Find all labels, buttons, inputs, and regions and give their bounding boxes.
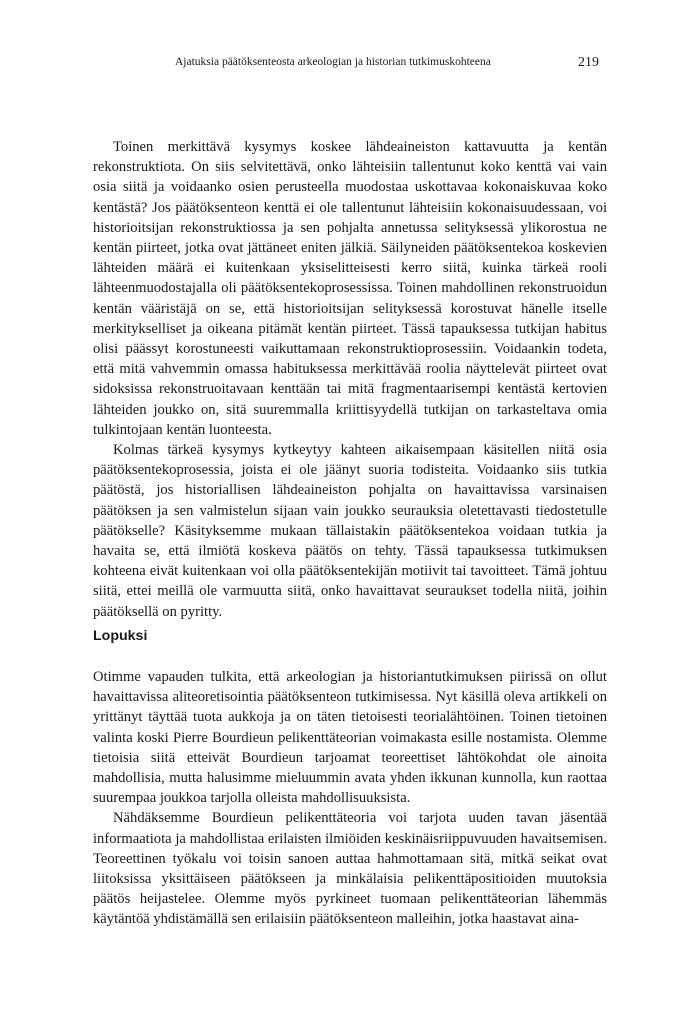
running-head-title: Ajatuksia päätöksenteosta arkeologian ja historian tutkimuskohteena: [175, 56, 491, 68]
body-section-top: [93, 137, 607, 622]
body-paragraph: Kolmas tärkeä kysymys kytkeytyy kahteen aikaisempaan käsitellen niitä osia päätöksentekoprosessia, joista ei ole jäänyt suoria todisteita. Voidaanko siis tutkia päätöstä, jos historiallisen lähdeaineiston pohjalta on havaittavissa varsinaisen päätöksen ja sen valmistelun sijaan vain joukko seurauksia oletettavasti tiedostetulle päätökselle? Käsityksemme mukaan tällaistakin päätöksentekoa voidaan tutkia ja havaita se, että ilmiötä koskeva päätös on tehty. Tässä tapauksessa tutkimuksen kohteena eivät kuitenkaan voi olla päätöksentekijän motiivit tai tavoitteet. Tämä johtuu siitä, ettei meillä ole varmuutta siitä, onko havaittavat seuraukset todella niitä, joihin päätöksellä on pyritty.: [93, 442, 607, 620]
body-section-bottom: [93, 667, 607, 930]
page-number: 219: [578, 55, 599, 70]
running-head: [0, 56, 700, 72]
body-paragraph: Toinen merkittävä kysymys koskee lähdeaineiston kattavuutta ja kentän rekonstruktiota. On siis selvitettävä, onko lähteisiin tallentunut koko kenttä vai vain osia siitä ja voidaanko osien perusteella muodostaa uskottavaa kokonaiskuvaa koko kentästä? Jos päätöksenteon kenttä ei ole tallentunut lähteisiin kokonaisuudessaan, voi historioitsijan rekonstruktiossa ja sen pohjalta annetussa selityksessä ylikorostua ne kentän piirteet, jotka ovat jättäneet eniten jälkiä. Säilyneiden päätöksentekoa koskevien lähteiden määrä ei kuitenkaan yksiselitteisesti kerro siitä, kuinka tärkeä rooli lähteenmuodostajalla oli päätöksentekoprosessissa. Toinen mahdollinen rekonstruoidun kentän vääristäjä on se, että historioitsijan selityksessä korostuvat hänelle itselle merkitykselliset ja oikeana pitämät kentän piirteet. Tässä tapauksessa tutkijan habitus olisi päässyt korostuneesti vaikuttamaan rekonstruktioprosessiin. Voidaankin todeta, että mitä vahvemmin omassa habituksessa merkittävää roolia näyttelevät piirteet ovat sidoksissa rekonstruoitavaan kenttään tai mitä fragmentaarisempi kentästä kertovien lähteiden joukko on, sitä suuremmalla kriittisyydellä tutkijan on tarkasteltava omia tulkintojaan kentän luonteesta.: [93, 139, 607, 438]
body-paragraph: Nähdäksemme Bourdieun pelikenttäteoria voi tarjota uuden tavan jäsentää informaatiota ja mahdollistaa erilaisten ilmiöiden keskinäisriippuvuuden havaitsemisen. Teoreettinen työkalu voi toisin sanoen auttaa hahmottamaan sitä, mitkä seikat ovat liitoksissa yksittäiseen päätökseen ja minkälaisia pelikenttäpositioiden muutoksia päätös heijastelee. Olemme myös pyrkineet tuomaan pelikenttäteorian lähemmäs käytäntöä yhdistämällä sen erilaisiin päätöksenteon malleihin, jotka haastavat aina-: [93, 810, 607, 928]
body-paragraph: Otimme vapauden tulkita, että arkeologian ja historiantutkimuksen piirissä on ollut havaittavissa aliteoretisointia päätöksenteon tutkimisessa. Nyt käsillä oleva artikkeli on yrittänyt täyttää tuota aukkoja ja on täten tietoisesti teorialähtöinen. Toinen tietoinen valinta koski Pierre Bourdieun pelikenttäteorian voimakasta esille nostamista. Olemme tietoisia siitä etteivät Bourdieun tarjoamat teoreettiset lähtökohdat ole ainoita mahdollisia, mutta halusimme mieluummin avata yhden ikkunan kunnolla, kun raottaa suurempaa joukkoa tarjolla olleista mahdollisuuksista.: [93, 669, 607, 807]
section-heading: Lopuksi: [93, 628, 148, 644]
